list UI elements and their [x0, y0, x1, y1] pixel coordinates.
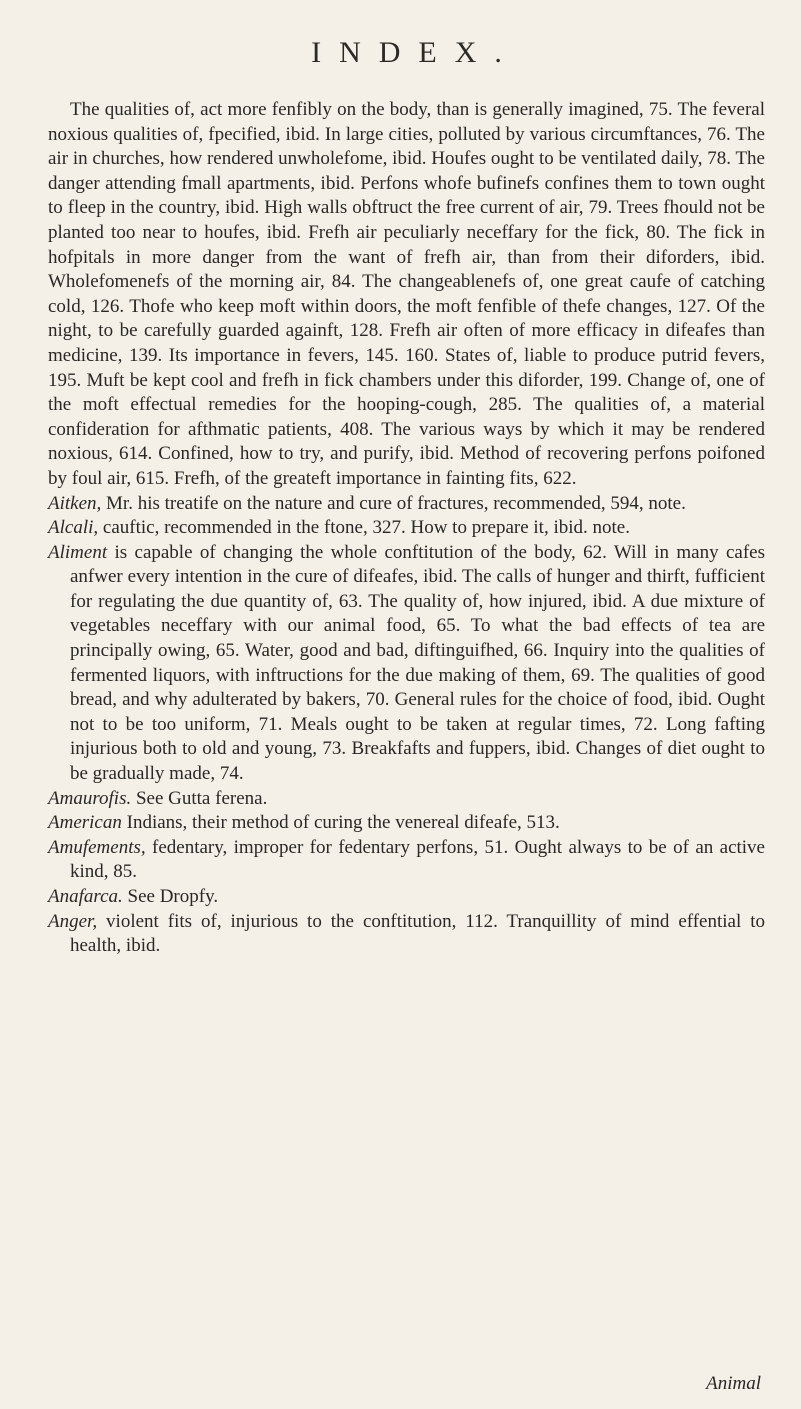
entry-text: is capable of changing the whole conftitution of the body, 62. Will in many cafes anfwer every intention in the cure of difeafes, ibid. The calls of hunger and thirft, fufficient for regulating the due quantity of, 63. The quality of, how injured, ibid. A due mixture of vegetables neceffary with our animal food, 65. To what the bad effects of tea are principally owing, 65. Water, good and bad, diftinguifhed, 66. Inquiry into the qualities of fermented liquors, with inftructions for the due making of them, 69. The qualities of good bread, and why adulterated by bakers, 70. General rules for the choice of food, ibid. Ought not to be too uniform, 71. Meals ought to be taken at regular times, 72. Long fafting injurious both to old and young, 73. Breakfafts and fuppers, ibid. Changes of diet ought to be gradually made, 74. — [70, 541, 765, 785]
entry-amaurofis — [48, 787, 765, 812]
entry-headword: Amaurofis. — [48, 787, 132, 809]
entry-aitken — [48, 492, 765, 517]
entry-headword: Aitken, — [48, 492, 102, 514]
entry-anafarca — [48, 885, 765, 910]
entry-anger — [48, 910, 765, 959]
entry-headword: Anafarca. — [48, 886, 123, 907]
entry-amufements — [48, 836, 765, 885]
entry-headword: Aliment — [48, 541, 108, 563]
entry-headword: Amufements, — [48, 836, 146, 858]
catchword: Animal — [706, 1373, 761, 1394]
entry-headword: Anger, — [48, 910, 98, 932]
entry-text: The qualities of, act more fenfibly on the body, than is generally imagined, 75. The feveral noxious qualities of, fpecified, ibid. In large cities, polluted by various circumftances, 76. The air in churches, how rendered unwholefome, ibid. Houfes ought to be ventilated daily, 78. The danger attending fmall apartments, ibid. Perfons whofe bufinefs confines them to town ought to fleep in the country, ibid. High walls obftruct the free current of air, 79. Trees fhould not be planted too near to houfes, ibid. Frefh air peculiarly neceffary for the fick, 80. The fick in hofpitals in more danger from the want of frefh air, than from their diforders, ibid. Wholefomenefs of the morning air, 84. The changeablenefs of, one great caufe of catching cold, 126. Thofe who keep moft within doors, the moft fenfible of thefe changes, 127. Of the night, to be carefully guarded againft, 128. Frefh air often of more efficacy in difeafes than medicine, 139. Its importance in fevers, 145. 160. States of, liable to produce putrid fevers, 195. Muft be kept cool and frefh in fick chambers under this diforder, 199. Change of, one of the moft effectual remedies for the hooping-cough, 285. The qualities of, a material confideration for afthmatic patients, 408. The various ways by which it may be rendered noxious, 614. Confined, how to try, and purify, ibid. Method of recovering perfons poifoned by foul air, 615. Frefh, of the greateft importance in fainting fits, 622. — [48, 99, 765, 489]
entry-headword: American — [48, 812, 122, 834]
page-title: INDEX. — [311, 36, 520, 69]
entry-aliment — [48, 541, 765, 787]
entry-headword: Alcali, — [48, 517, 99, 539]
entry-text: fedentary, improper for fedentary perfons, 51. Ought always to be of an active kind, 85. — [70, 836, 765, 883]
entry-alcali — [48, 516, 765, 541]
entry-air-continued — [48, 98, 765, 492]
entry-text: See Dropfy. — [122, 886, 219, 907]
entry-text: See Gutta ferena. — [131, 787, 268, 809]
entry-text: violent fits of, injurious to the conftitution, 112. Tranquillity of mind effential to health, ibid. — [70, 910, 765, 957]
entry-american — [48, 811, 765, 836]
entry-text: Indians, their method of curing the venereal difeafe, 513. — [121, 812, 560, 834]
entry-text: Mr. his treatife on the nature and cure of fractures, recommended, 594, note. — [101, 492, 686, 514]
entry-text: cauftic, recommended in the ftone, 327. How to prepare it, ibid. note. — [98, 517, 630, 539]
